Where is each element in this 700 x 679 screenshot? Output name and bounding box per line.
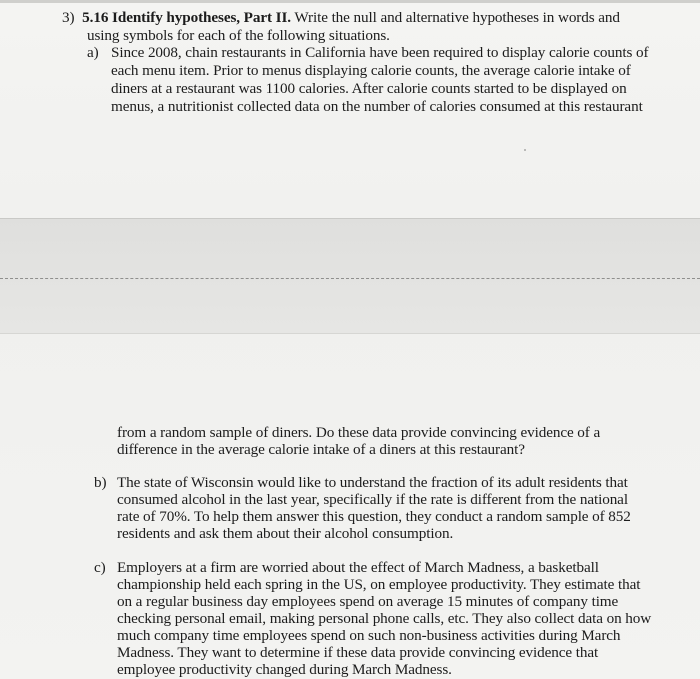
page-gap-band [0, 218, 700, 334]
paper-speck [524, 149, 526, 151]
part-a-line-4: menus, a nutritionist collected data on the number of calories consumed at this restaurant [111, 98, 643, 115]
question-number: 3) [62, 9, 75, 26]
part-a-line-6: difference in the average calorie intake of a diners at this restaurant? [117, 441, 525, 458]
part-c-line-5: much company time employees spend on such non-business activities during March [117, 627, 621, 644]
part-b-line-2: consumed alcohol in the last year, specifically if the rate is different from the national [117, 491, 628, 508]
part-c-marker: c) [94, 559, 106, 576]
part-a-line-3: diners at a restaurant was 1100 calories. After calorie counts started to be displayed on [111, 80, 627, 97]
part-c-line-6: Madness. They want to determine if these data provide convincing evidence that [117, 644, 599, 661]
question-header-line [62, 9, 620, 27]
part-b-line-3: rate of 70%. To help them answer this question, they conduct a random sample of 852 [117, 508, 631, 525]
question-intro-1: Write the null and alternative hypotheses in words and [294, 9, 620, 26]
part-c-line-4: checking personal email, making personal phone calls, etc. They also collect data on how [117, 610, 652, 627]
part-a-line-5: from a random sample of diners. Do these data provide convincing evidence of a [117, 424, 601, 441]
part-b-marker: b) [94, 474, 107, 491]
part-a-line-1: Since 2008, chain restaurants in California have been required to display calorie counts of [111, 44, 649, 61]
dashed-cut-line [0, 278, 700, 279]
part-c-line-1: Employers at a firm are worried about the effect of March Madness, a basketball [117, 559, 599, 576]
part-b-line-1: The state of Wisconsin would like to understand the fraction of its adult residents that [117, 474, 628, 491]
question-intro-2: using symbols for each of the following situations. [87, 27, 390, 44]
part-c-line-2: championship held each spring in the US, on employee productivity. They estimate that [117, 576, 641, 593]
question-title: 5.16 Identify hypotheses, Part II. [82, 9, 291, 26]
part-a-line-2: each menu item. Prior to menus displaying calorie counts, the average calorie intake of [111, 62, 631, 79]
part-b-line-4: residents and ask them about their alcohol consumption. [117, 525, 454, 542]
part-c-line-7: employee productivity changed during March Madness. [117, 661, 452, 678]
part-c-line-3: on a regular business day employees spend on average 15 minutes of company time [117, 593, 619, 610]
part-a-marker: a) [87, 44, 99, 61]
top-edge [0, 0, 700, 3]
